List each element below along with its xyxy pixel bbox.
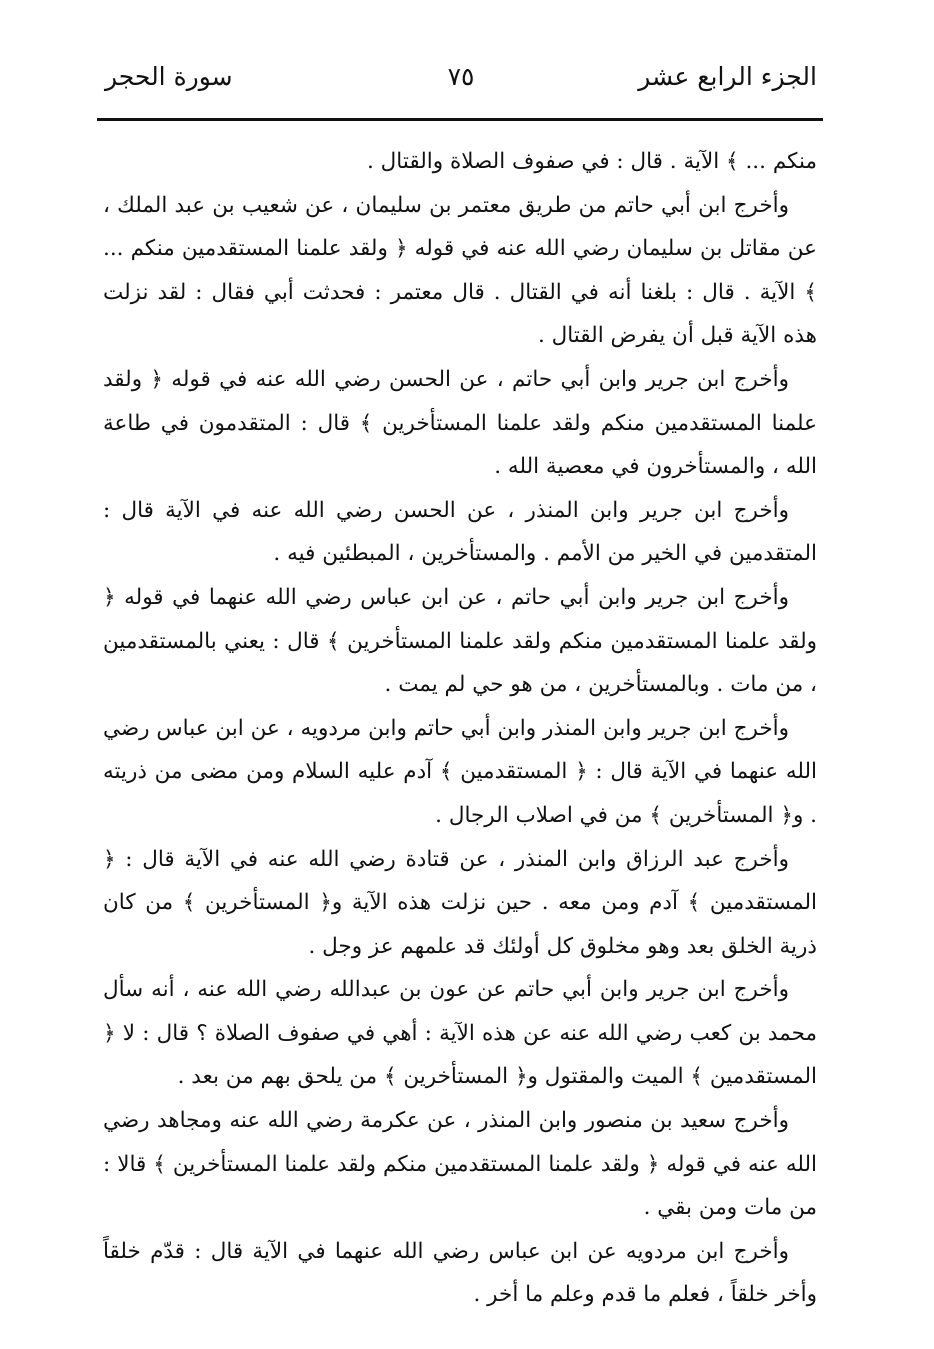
body-text xyxy=(103,140,817,1317)
juz-title: الجزء الرابع عشر xyxy=(638,62,817,91)
paragraph: وأخرج ابن جرير وابن أبي حاتم ، عن ابن عباس رضي الله عنهما في قوله ﴿ ولقد علمنا المستقدمين منكم ولقد علمنا المستأخرين ﴾ قال : يعني بالمستقدمين ، من مات . وبالمستأخرين ، من هو حي لم يمت . xyxy=(103,584,817,698)
paragraph-continuation: منكم ... ﴾ الآية . قال : في صفوف الصلاة والقتال . xyxy=(367,149,817,174)
page-number: ٧٥ xyxy=(447,62,475,91)
paragraph: وأخرج عبد الرزاق وابن المنذر ، عن قتادة رضي الله عنه في الآية قال : ﴿ المستقدمين ﴾ آدم ومن معه . حين نزلت هذه الآية و﴿ المستأخرين ﴾ من كان ذرية الخلق بعد وهو مخلوق كل أولئك قد علمهم عز وجل . xyxy=(103,846,817,959)
paragraph: وأخرج ابن أبي حاتم من طريق معتمر بن سليمان ، عن شعيب بن عبد الملك ، عن مقاتل بن سليمان رضي الله عنه في قوله ﴿ ولقد علمنا المستقدمين منكم ... ﴾ الآية . قال : بلغنا أنه في القتال . قال معتمر : فحدثت أبي فقال : لقد نزلت هذه الآية قبل أن يفرض القتال . xyxy=(103,192,817,349)
surah-title: سورة الحجر xyxy=(105,62,233,91)
paragraph: وأخرج سعيد بن منصور وابن المنذر ، عن عكرمة رضي الله عنه ومجاهد رضي الله عنه في قوله ﴿ ولقد علمنا المستقدمين منكم ولقد علمنا المستأخرين ﴾ قالا : من مات ومن بقي . xyxy=(103,1108,817,1221)
paragraph: وأخرج ابن جرير وابن المنذر ، عن الحسن رضي الله عنه في الآية قال : المتقدمين في الخير من الأمم . والمستأخرين ، المبطئين فيه . xyxy=(103,497,817,567)
paragraph: وأخرج ابن مردويه عن ابن عباس رضي الله عنهما في الآية قال : قدّم خلقاً وأخر خلقاً ، فعلم ما قدم وعلم ما أخر . xyxy=(103,1238,817,1308)
running-header xyxy=(105,62,817,102)
paragraph: وأخرج ابن جرير وابن أبي حاتم عن عون بن عبدالله رضي الله عنه ، أنه سأل محمد بن كعب رضي الله عنه عن هذه الآية : أهي في صفوف الصلاة ؟ قال : لا ﴿ المستقدمين ﴾ الميت والمقتول و﴿ المستأخرين ﴾ من يلحق بهم من بعد . xyxy=(103,977,817,1090)
paragraph: وأخرج ابن جرير وابن أبي حاتم ، عن الحسن رضي الله عنه في قوله ﴿ ولقد علمنا المستقدمين منكم ولقد علمنا المستأخرين ﴾ قال : المتقدمون في طاعة الله ، والمستأخرون في معصية الله . xyxy=(103,366,817,480)
header-rule xyxy=(97,118,823,121)
paragraph: وأخرج ابن جرير وابن المنذر وابن أبي حاتم وابن مردويه ، عن ابن عباس رضي الله عنهما في الآية قال : ﴿ المستقدمين ﴾ آدم عليه السلام ومن مضى من ذريته . و﴿ المستأخرين ﴾ من في اصلاب الرجال . xyxy=(103,715,817,828)
